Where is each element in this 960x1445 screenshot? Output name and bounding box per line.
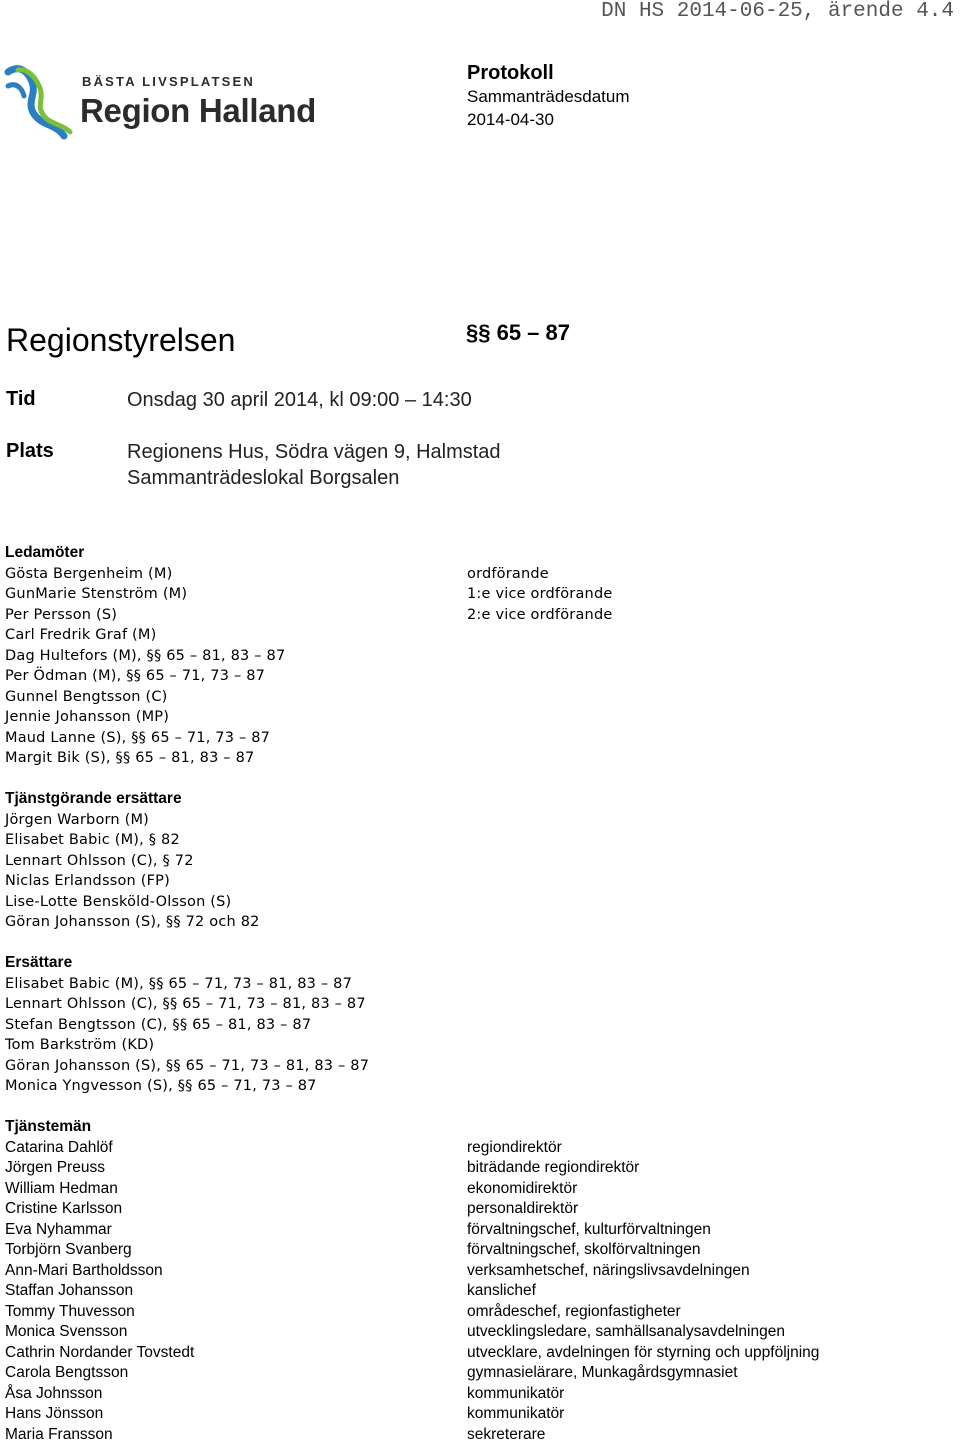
- logo-wave-icon: [4, 62, 78, 142]
- title-item: ekonomidirektör: [467, 1179, 819, 1200]
- list-item: Torbjörn Svanberg: [5, 1240, 194, 1261]
- title-item: gymnasielärare, Munkagårdsgymnasiet: [467, 1363, 819, 1384]
- members-roles: [467, 564, 612, 626]
- officials-titles: [467, 1138, 819, 1445]
- acting-substitutes-heading: Tjänstgörande ersättare: [5, 789, 260, 810]
- board-title: Regionstyrelsen: [6, 322, 235, 359]
- list-item: Lennart Ohlsson (C), § 72: [5, 851, 260, 872]
- region-halland-logo: [4, 62, 304, 142]
- list-item: Hans Jönsson: [5, 1404, 194, 1425]
- list-item: Gösta Bergenheim (M): [5, 564, 285, 585]
- title-item: sekreterare: [467, 1425, 819, 1445]
- list-item: Margit Bik (S), §§ 65 – 81, 83 – 87: [5, 748, 285, 769]
- paragraph-range: §§ 65 – 87: [466, 320, 570, 346]
- role-item: ordförande: [467, 564, 612, 585]
- list-item: Lennart Ohlsson (C), §§ 65 – 71, 73 – 81, 83 – 87: [5, 994, 369, 1015]
- list-item: Dag Hultefors (M), §§ 65 – 81, 83 – 87: [5, 646, 285, 667]
- list-item: Maud Lanne (S), §§ 65 – 71, 73 – 87: [5, 728, 285, 749]
- list-item: Tommy Thuvesson: [5, 1302, 194, 1323]
- role-item: 2:e vice ordförande: [467, 605, 612, 626]
- place-line-2: Sammanträdeslokal Borgsalen: [127, 465, 501, 491]
- title-item: kommunikatör: [467, 1384, 819, 1405]
- list-item: Åsa Johnsson: [5, 1384, 194, 1405]
- list-item: Catarina Dahlöf: [5, 1138, 194, 1159]
- list-item: Monica Yngvesson (S), §§ 65 – 71, 73 – 87: [5, 1076, 369, 1097]
- title-item: förvaltningschef, kulturförvaltningen: [467, 1220, 819, 1241]
- title-item: kommunikatör: [467, 1404, 819, 1425]
- list-item: Jörgen Preuss: [5, 1158, 194, 1179]
- list-item: Cathrin Nordander Tovstedt: [5, 1343, 194, 1364]
- protocol-header: [467, 62, 630, 131]
- list-item: Eva Nyhammar: [5, 1220, 194, 1241]
- list-item: Lise-Lotte Bensköld-Olsson (S): [5, 892, 260, 913]
- list-item: Jennie Johansson (MP): [5, 707, 285, 728]
- list-item: Jörgen Warborn (M): [5, 810, 260, 831]
- title-item: regiondirektör: [467, 1138, 819, 1159]
- list-item: Niclas Erlandsson (FP): [5, 871, 260, 892]
- place-label: Plats: [6, 440, 54, 463]
- list-item: Carola Bengtsson: [5, 1363, 194, 1384]
- title-item: utvecklare, avdelningen för styrning och uppföljning: [467, 1343, 819, 1364]
- list-item: Staffan Johansson: [5, 1281, 194, 1302]
- list-item: Elisabet Babic (M), §§ 65 – 71, 73 – 81, 83 – 87: [5, 974, 369, 995]
- meeting-place: [127, 439, 501, 491]
- logo-tagline: BÄSTA LIVSPLATSEN: [82, 74, 255, 89]
- list-item: Göran Johansson (S), §§ 65 – 71, 73 – 81, 83 – 87: [5, 1056, 369, 1077]
- list-item: Gunnel Bengtsson (C): [5, 687, 285, 708]
- meeting-time: Onsdag 30 april 2014, kl 09:00 – 14:30: [127, 387, 472, 413]
- list-item: Carl Fredrik Graf (M): [5, 625, 285, 646]
- list-item: Elisabet Babic (M), § 82: [5, 830, 260, 851]
- substitutes-section: [5, 953, 369, 1097]
- substitutes-heading: Ersättare: [5, 953, 369, 974]
- list-item: William Hedman: [5, 1179, 194, 1200]
- title-item: förvaltningschef, skolförvaltningen: [467, 1240, 819, 1261]
- place-line-1: Regionens Hus, Södra vägen 9, Halmstad: [127, 439, 501, 465]
- title-item: biträdande regiondirektör: [467, 1158, 819, 1179]
- title-item: personaldirektör: [467, 1199, 819, 1220]
- list-item: GunMarie Stenström (M): [5, 584, 285, 605]
- meeting-date: 2014-04-30: [467, 108, 630, 131]
- list-item: Cristine Karlsson: [5, 1199, 194, 1220]
- members-section: [5, 543, 285, 769]
- officials-heading: Tjänstemän: [5, 1117, 194, 1138]
- list-item: Monica Svensson: [5, 1322, 194, 1343]
- officials-section: [5, 1117, 194, 1445]
- list-item: Maria Fransson: [5, 1425, 194, 1445]
- title-item: områdeschef, regionfastigheter: [467, 1302, 819, 1323]
- list-item: Stefan Bengtsson (C), §§ 65 – 81, 83 – 87: [5, 1015, 369, 1036]
- doc-type: Protokoll: [467, 62, 630, 85]
- acting-substitutes-section: [5, 789, 260, 933]
- time-label: Tid: [6, 388, 36, 411]
- list-item: Tom Barkström (KD): [5, 1035, 369, 1056]
- list-item: Per Persson (S): [5, 605, 285, 626]
- role-item: 1:e vice ordförande: [467, 584, 612, 605]
- list-item: Ann-Mari Bartholdsson: [5, 1261, 194, 1282]
- logo-name: Region Halland: [80, 92, 316, 130]
- title-item: kanslichef: [467, 1281, 819, 1302]
- title-item: verksamhetschef, näringslivsavdelningen: [467, 1261, 819, 1282]
- document-reference: DN HS 2014-06-25, ärende 4.4: [601, 0, 954, 23]
- list-item: Per Ödman (M), §§ 65 – 71, 73 – 87: [5, 666, 285, 687]
- title-item: utvecklingsledare, samhällsanalysavdelningen: [467, 1322, 819, 1343]
- list-item: Göran Johansson (S), §§ 72 och 82: [5, 912, 260, 933]
- date-label: Sammanträdesdatum: [467, 85, 630, 108]
- members-heading: Ledamöter: [5, 543, 285, 564]
